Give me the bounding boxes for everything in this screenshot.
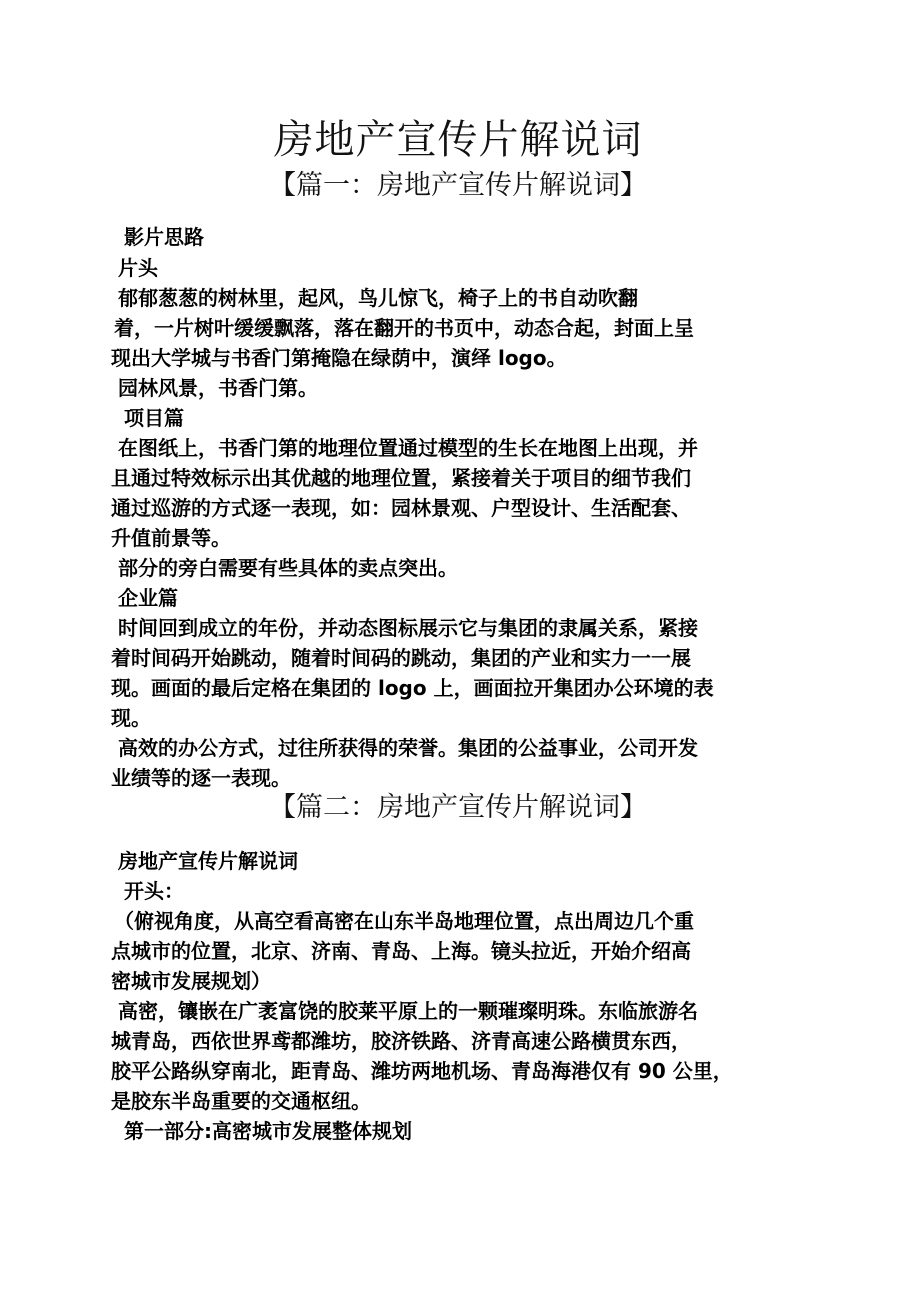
paragraph-line: 现出大学城与书香门第掩隐在绿荫中，演绎 logo。 [111,346,567,370]
paragraph-line: 开头： [124,879,184,903]
paragraph-line: 升值前景等。 [111,526,231,550]
paragraph-line: 通过巡游的方式逐一表现，如：园林景观、户型设计、生活配套、 [111,496,691,520]
paragraph-line: 片头 [118,256,158,280]
paragraph-line: 高效的办公方式，过往所获得的荣誉。集团的公益事业，公司开发 [118,736,698,760]
paragraph-line: 点城市的位置，北京、济南、青岛、上海。镜头拉近，开始介绍高 [111,939,691,963]
paragraph-line: 业绩等的逐一表现。 [111,766,291,790]
paragraph-line: 胶平公路纵穿南北，距青岛、潍坊两地机场、青岛海港仅有 90 公里， [111,1059,733,1083]
paragraph-line: 郁郁葱葱的树林里，起风，鸟儿惊飞，椅子上的书自动吹翻 [118,286,638,310]
paragraph-line: 园林风景，书香门第。 [118,376,318,400]
paragraph-line: 是胶东半岛重要的交通枢纽。 [111,1089,371,1113]
paragraph-line: 项目篇 [124,406,184,430]
paragraph-line: 着，一片树叶缓缓飘落，落在翻开的书页中，动态合起，封面上呈 [114,316,694,340]
paragraph-line: 且通过特效标示出其优越的地理位置，紧接着关于项目的细节我们 [111,466,691,490]
paragraph-line: 现。画面的最后定格在集团的 logo 上，画面拉开集团办公环境的表 [111,676,714,700]
paragraph-line: 时间回到成立的年份，并动态图标展示它与集团的隶属关系，紧接 [118,616,698,640]
paragraph-line: 密城市发展规划） [111,969,271,993]
paragraph-line: 现。 [111,706,151,730]
paragraph-line: 影片思路 [124,225,204,249]
paragraph-line: 着时间码开始跳动，随着时间码的跳动，集团的产业和实力一一展 [111,646,691,670]
paragraph-line: 城青岛，西依世界鸢都潍坊，胶济铁路、济青高速公路横贯东西， [111,1029,691,1053]
paragraph-line: （俯视角度，从高空看高密在山东半岛地理位置，点出周边几个重 [114,909,694,933]
paragraph-line: 部分的旁白需要有些具体的卖点突出。 [118,556,458,580]
paragraph-line: 第一部分:高密城市发展整体规划 [124,1119,412,1143]
section-one-heading: 【篇一：房地产宣传片解说词】 [269,170,647,201]
section-two-heading: 【篇二：房地产宣传片解说词】 [269,792,647,823]
paragraph-line: 在图纸上，书香门第的地理位置通过模型的生长在地图上出现，并 [118,436,698,460]
paragraph-line: 房地产宣传片解说词 [118,849,298,873]
paragraph-line: 企业篇 [118,586,178,610]
document-title: 房地产宣传片解说词 [273,117,643,163]
paragraph-line: 高密，镶嵌在广袤富饶的胶莱平原上的一颗璀璨明珠。东临旅游名 [118,999,698,1023]
